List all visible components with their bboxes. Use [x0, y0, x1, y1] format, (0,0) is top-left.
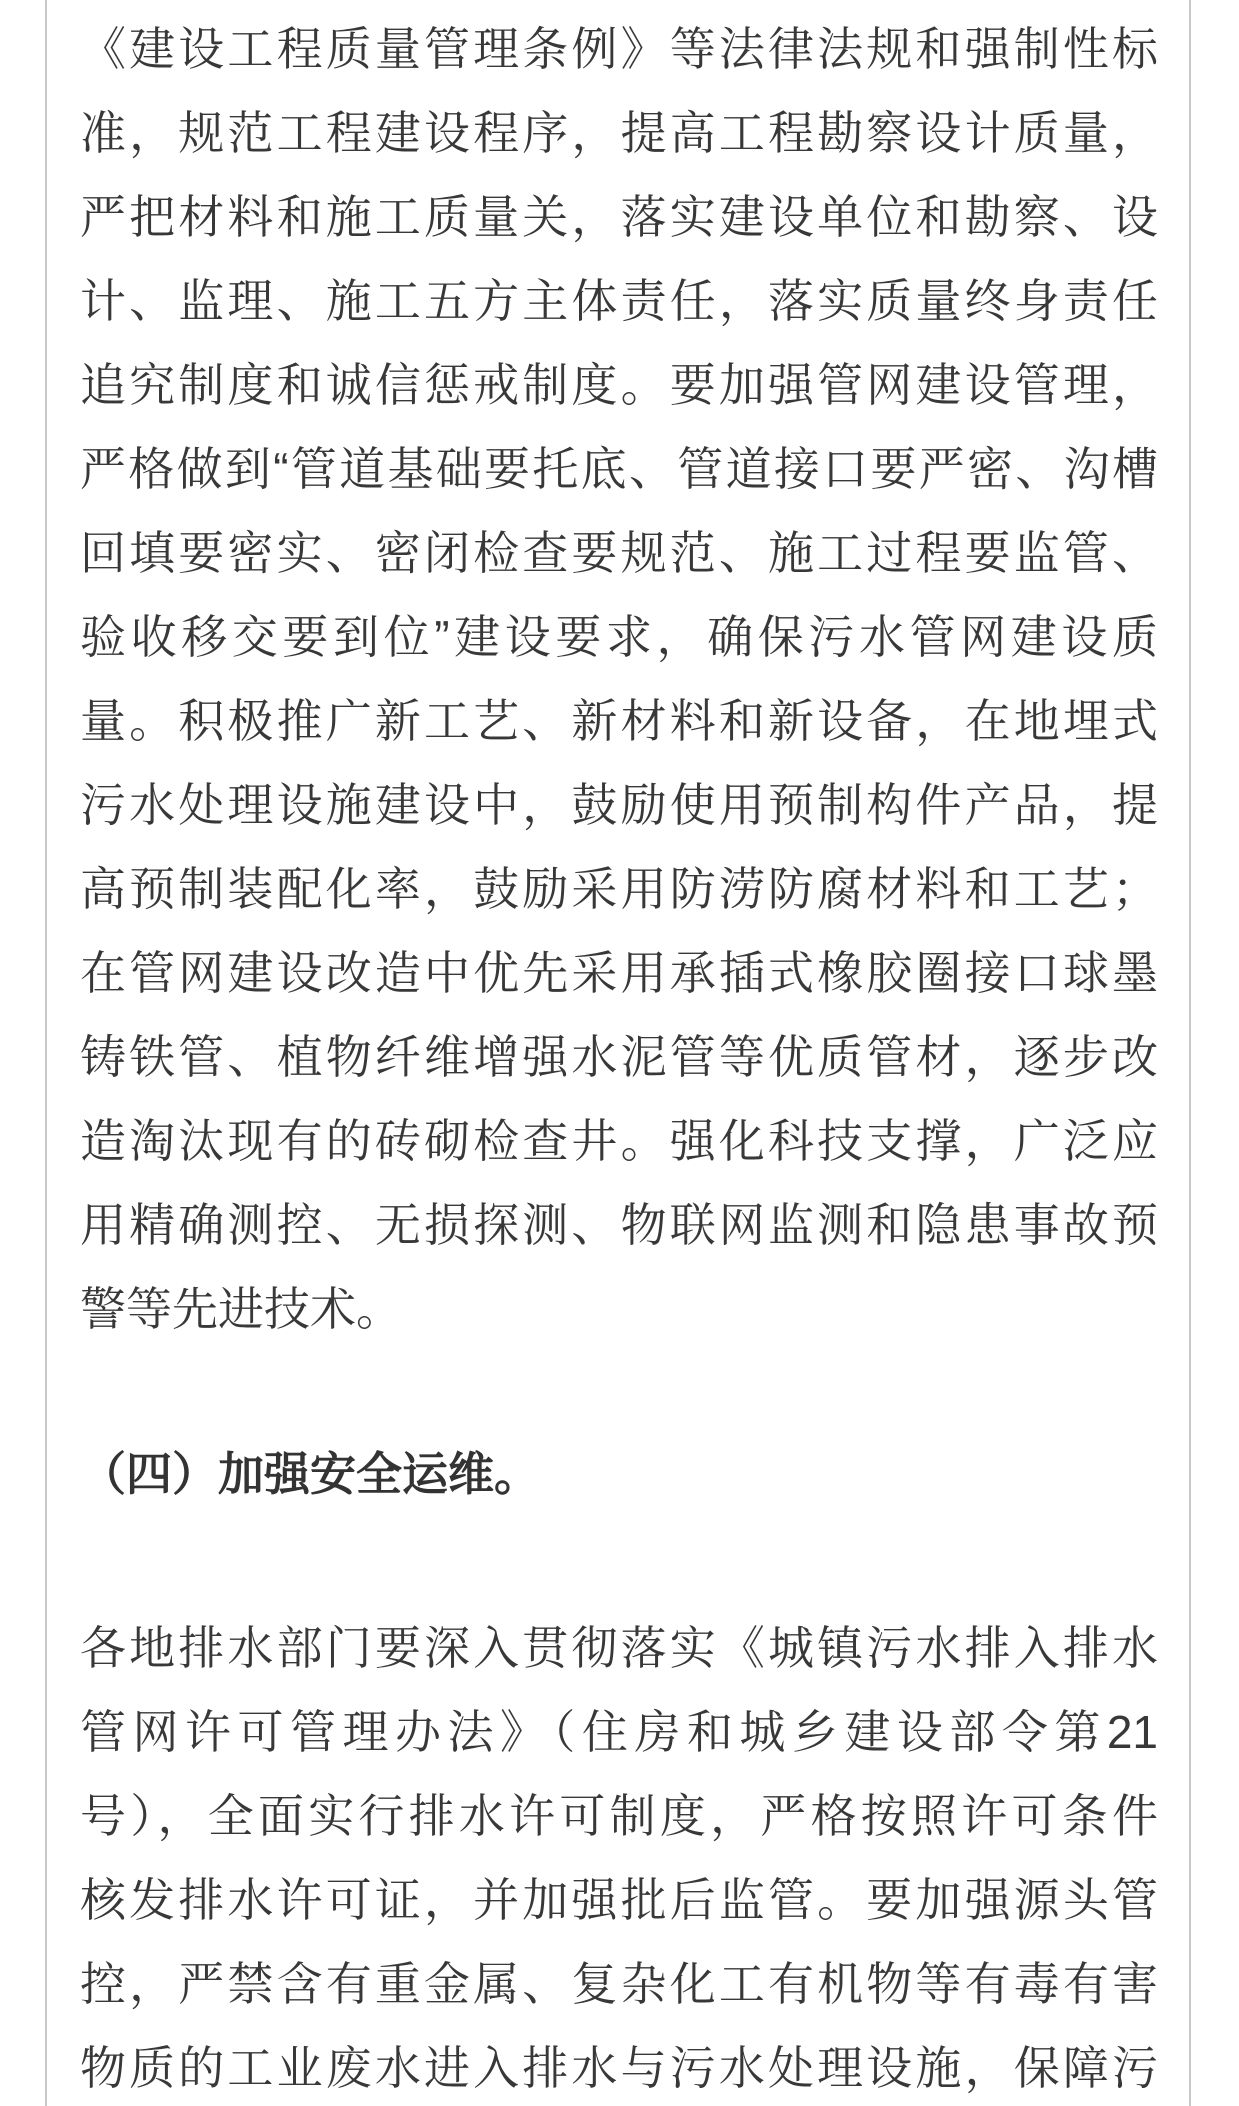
section-heading: （四）加强安全运维。	[80, 1448, 540, 1500]
text-line: 控，严禁含有重金属、复杂化工有机物等有毒有害	[80, 1958, 1158, 2010]
text-line: 用精确测控、无损探测、物联网监测和隐患事故预	[80, 1199, 1158, 1251]
text-line: 各地排水部门要深入贯彻落实《城镇污水排入排水	[80, 1622, 1158, 1674]
paragraph-construction-quality	[80, 7, 1158, 1351]
text-line: 高预制装配化率，鼓励采用防涝防腐材料和工艺；	[80, 863, 1158, 915]
article-body	[47, 0, 1189, 2106]
text-line: 污水处理设施建设中，鼓励使用预制构件产品，提	[80, 779, 1158, 831]
text-line: 核发排水许可证，并加强批后监管。要加强源头管	[80, 1874, 1158, 1926]
text-line: 铸铁管、植物纤维增强水泥管等优质管材，逐步改	[80, 1031, 1158, 1083]
text-line: 验收移交要到位”建设要求，确保污水管网建设质	[80, 611, 1158, 663]
text-line: 计、监理、施工五方主体责任，落实质量终身责任	[80, 275, 1158, 327]
text-line: 管网许可管理办法》（住房和城乡建设部令第21	[80, 1706, 1158, 1758]
text-line: 号），全面实行排水许可制度，严格按照许可条件	[80, 1790, 1158, 1842]
text-line: 准，规范工程建设程序，提高工程勘察设计质量，	[80, 107, 1158, 159]
paragraph-drainage-permits	[80, 1606, 1158, 2106]
text-line: 在管网建设改造中优先采用承插式橡胶圈接口球墨	[80, 947, 1158, 999]
text-line: 严格做到“管道基础要托底、管道接口要严密、沟槽	[80, 443, 1158, 495]
right-column-rule	[1189, 0, 1191, 2106]
text-line: 严把材料和施工质量关，落实建设单位和勘察、设	[80, 191, 1158, 243]
text-line: 量。积极推广新工艺、新材料和新设备，在地埋式	[80, 695, 1158, 747]
text-line: 造淘汰现有的砖砌检查井。强化科技支撑，广泛应	[80, 1115, 1158, 1167]
text-line: 《建设工程质量管理条例》等法律法规和强制性标	[80, 23, 1158, 75]
text-line: 物质的工业废水进入排水与污水处理设施，保障污	[80, 2042, 1158, 2094]
text-line: 回填要密实、密闭检查要规范、施工过程要监管、	[80, 527, 1158, 579]
text-line: 警等先进技术。	[80, 1283, 402, 1335]
text-line: 追究制度和诚信惩戒制度。要加强管网建设管理，	[80, 359, 1158, 411]
